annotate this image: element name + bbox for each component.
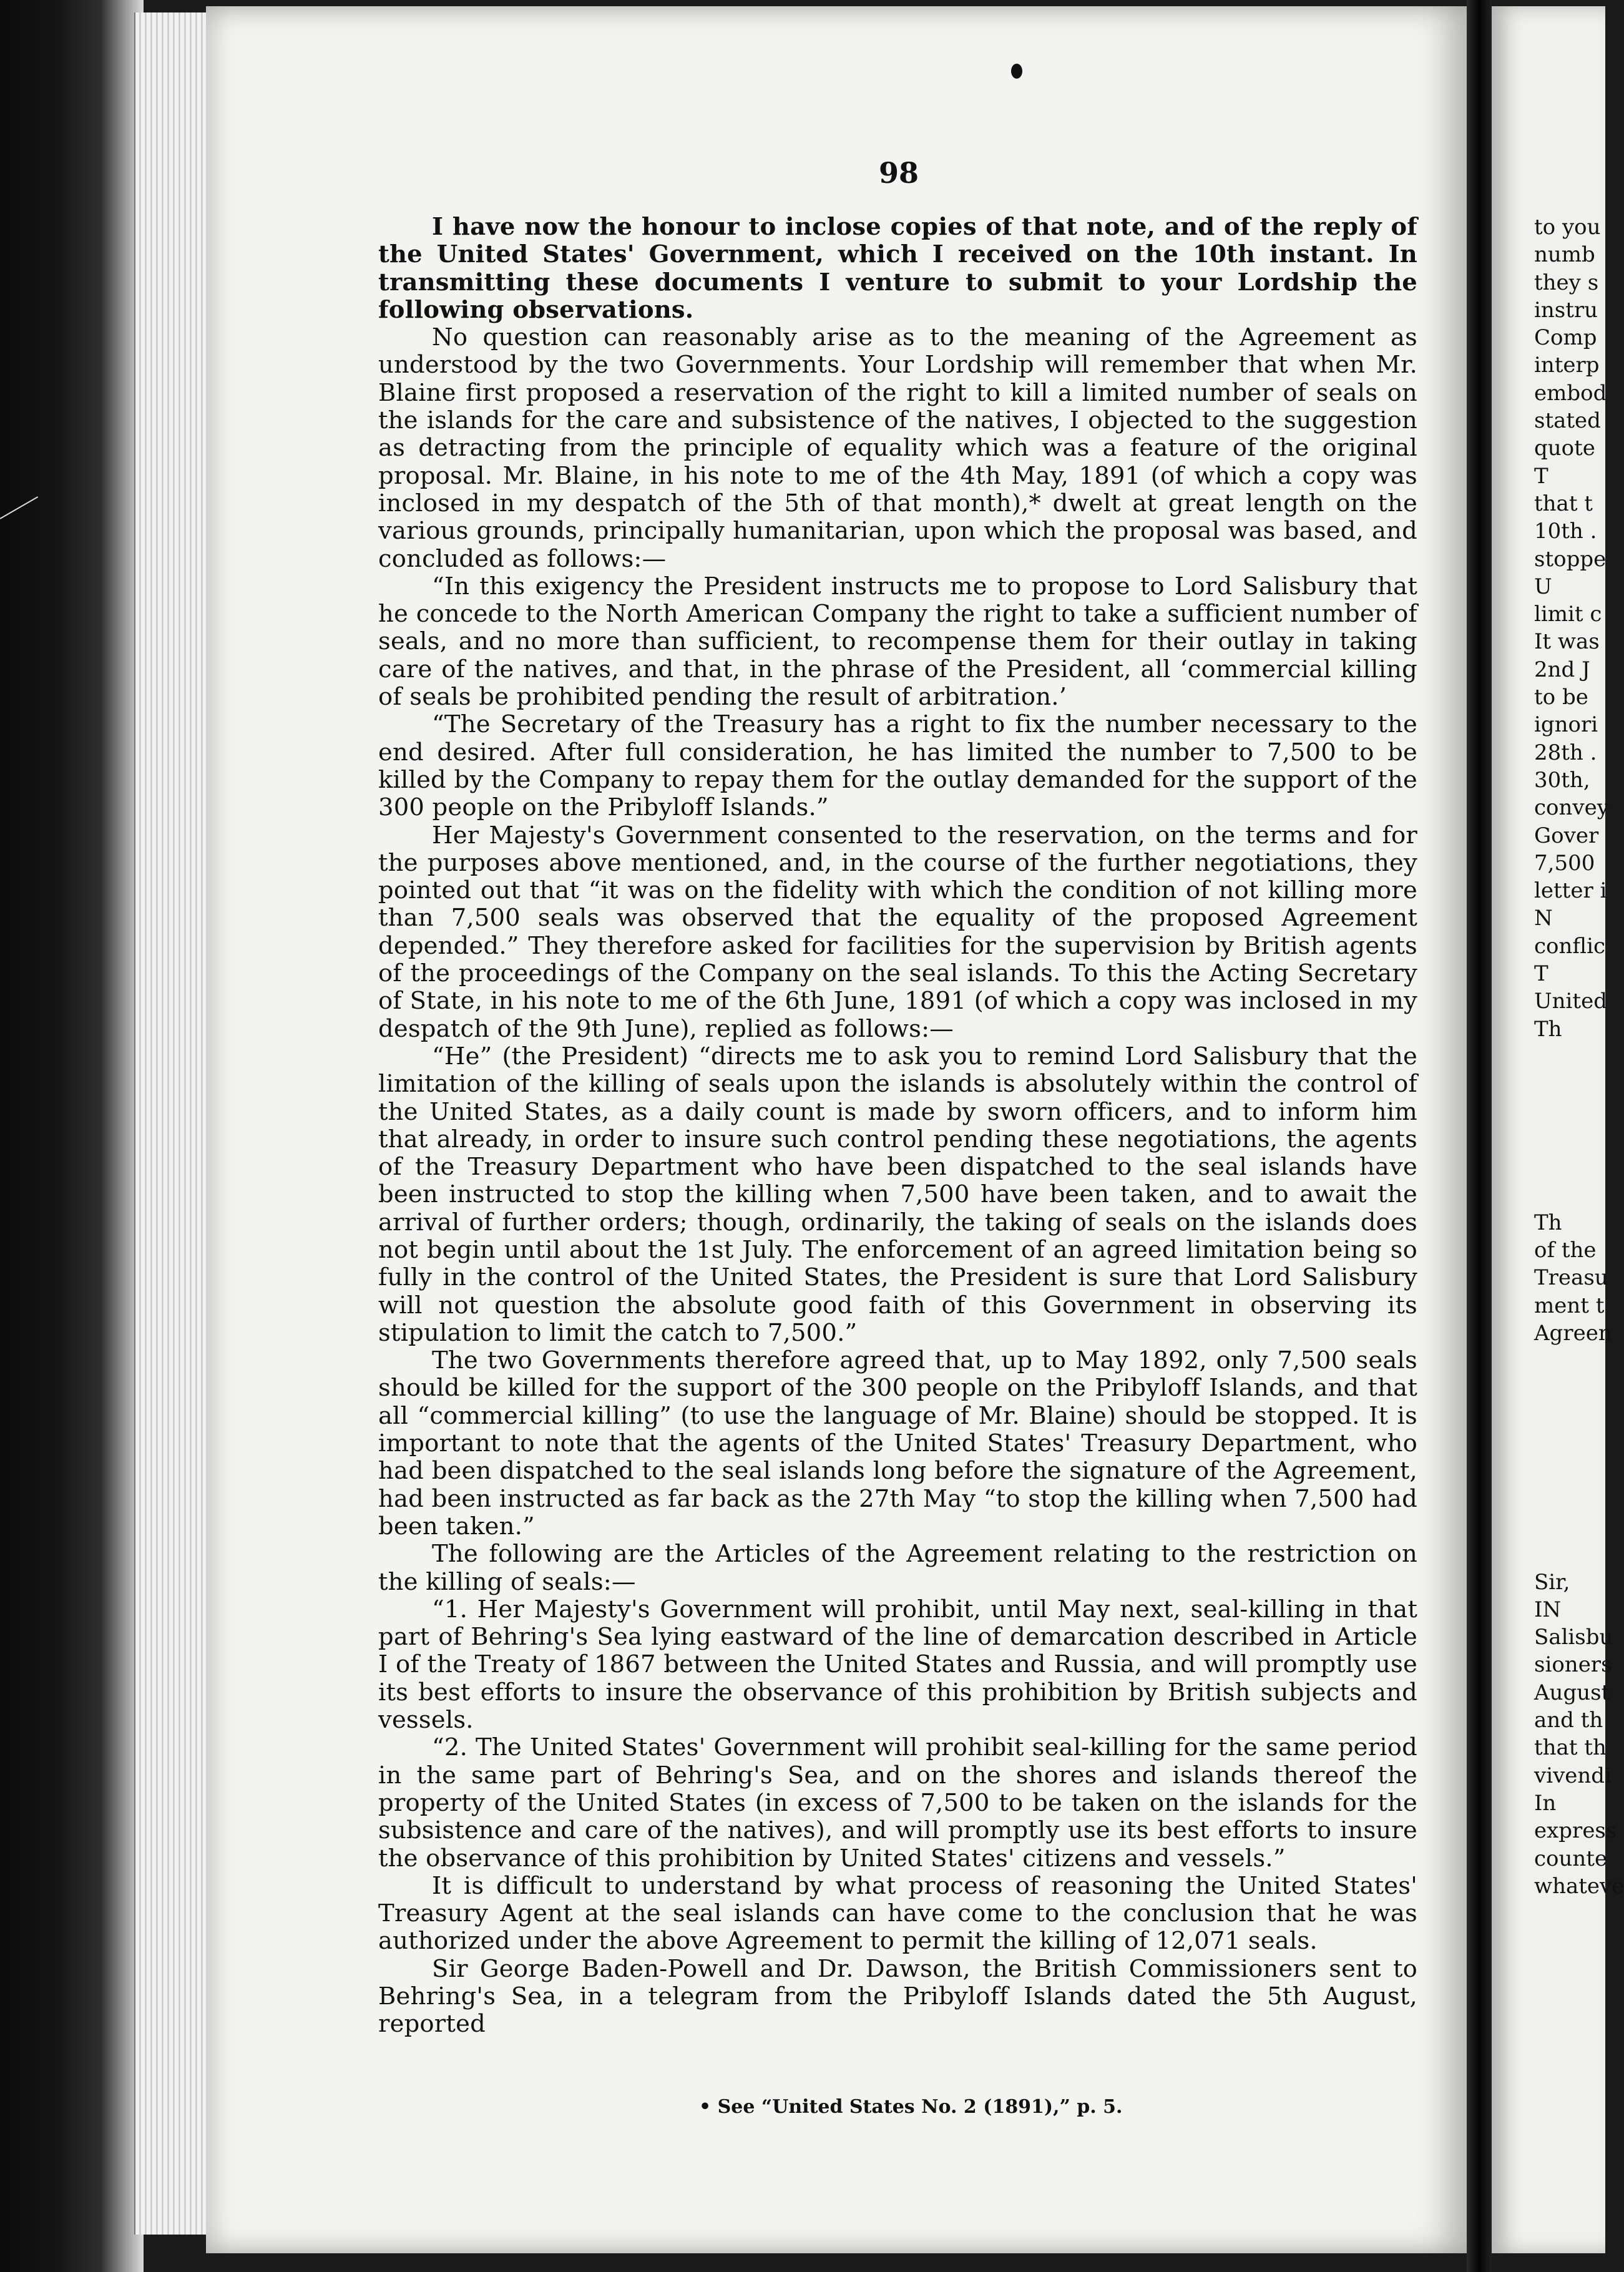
- facing-page-line: [1534, 1043, 1605, 1070]
- paragraph: No question can reasonably arise as to the meaning of the Agreement as understood by the two Governments. Your Lordship will remember that when Mr. Blaine first proposed a reservation of the right to kill a limited number of seals on the islands for the care and subsistence of the natives, I objected to the suggestion as detracting from the principle of equality which was a feature of the original proposal. Mr. Blaine, in his note to me of the 4th May, 1891 (of which a copy was inclosed in my despatch of the 5th of that month),* dwelt at great length on the various grounds, principally humanitarian, upon which the proposal was based, and concluded as follows:—: [378, 323, 1417, 573]
- paragraph-article-1: “1. Her Majesty's Government will prohibit, until May next, seal-killing in that part of Behring's Sea lying eastward of the line of demarcation described in Article I of the Treaty of 1867 between the United States and Russia, and will promptly use its best efforts to insure the observance of this prohibition by British subjects and vessels.: [378, 1595, 1417, 1735]
- facing-page-text: [1534, 213, 1624, 1900]
- facing-page-line: [1534, 1430, 1605, 1457]
- facing-page-line: [1534, 1486, 1605, 1513]
- facing-page-line: that t: [1534, 491, 1593, 516]
- facing-page-line: Comp: [1534, 325, 1597, 351]
- facing-page-line: vivendi: [1534, 1763, 1612, 1788]
- facing-page-line: instru: [1534, 297, 1598, 323]
- facing-page-line: August: [1534, 1680, 1610, 1705]
- facing-page-line: [1534, 1099, 1605, 1126]
- paragraph: The two Governments therefore agreed that, up to May 1892, only 7,500 seals should be killed for the support of the 300 people on the Pribyloff Islands, and that all “commercial killing” (to use the language of Mr. Blaine) should be stopped. It is important to note that the agents of the United States' Treasury Department, who had been dispatched to the seal islands long before the signature of the Agreement, had been instructed as far back as the 27th May “to stop the killing when 7,500 had been taken.”: [378, 1346, 1417, 1540]
- paragraph-quotation: “In this exigency the President instructs me to propose to Lord Salisbury that he concede to the North American Company the right to take a sufficient number of seals, and no more than sufficient, to recompense them for their outlay in taking care of the natives, and that, in the phrase of the President, all ‘commercial killing of seals be prohibited pending the result of arbitration.’: [378, 572, 1417, 712]
- facing-page-line: It was: [1534, 629, 1600, 655]
- facing-page-line: numb: [1534, 242, 1595, 268]
- facing-page-line: to you: [1534, 215, 1601, 240]
- facing-page-line: they s: [1534, 270, 1599, 295]
- paragraph-quotation: “The Secretary of the Treasury has a right to fix the number necessary to the end desired. After full consideration, he has limited the number to 7,500 to be killed by the Company to repay them for the outlay demanded for the support of the 300 people on the Pribyloff Islands.”: [378, 710, 1417, 822]
- facing-page-line: U: [1534, 574, 1552, 599]
- paragraph-article-2: “2. The United States' Government will prohibit seal-killing for the same period in the same part of Behring's Sea, and on the shores and islands thereof the property of the United States (in excess of 7,500 to be taken on the islands for the subsistence and care of the natives), and will promptly use its best efforts to insure the observance of this prohibition by United States' citizens and vessels.”: [378, 1733, 1417, 1873]
- facing-page-line: and th: [1534, 1708, 1603, 1733]
- facing-page-line: sioners: [1534, 1652, 1612, 1678]
- facing-page-line: stated: [1534, 408, 1601, 434]
- facing-page-line: [1534, 1153, 1605, 1181]
- facing-page-line: Th: [1534, 1016, 1562, 1042]
- facing-page-line: that th: [1534, 1735, 1607, 1761]
- facing-page-line: to be: [1534, 685, 1588, 710]
- facing-page-line: [1534, 1070, 1605, 1098]
- facing-page-line: [1534, 1126, 1605, 1153]
- facing-page-line: [1534, 1374, 1605, 1402]
- facing-page-line: Th: [1534, 1210, 1562, 1235]
- facing-page-line: interp: [1534, 353, 1600, 378]
- facing-page-line: Sir,: [1534, 1569, 1570, 1595]
- facing-page-line: Agreen: [1534, 1320, 1612, 1346]
- page-number: 98: [878, 156, 919, 190]
- facing-page-line: 28th .: [1534, 740, 1597, 765]
- paragraph: It is difficult to understand by what process of reasoning the United States' Treasury Agent at the seal islands can have come to the conclusion that he was authorized under the above Agreement to permit the killing of 12,071 seals.: [378, 1871, 1417, 1956]
- facing-page-line: counte: [1534, 1846, 1608, 1871]
- facing-page-line: embod: [1534, 380, 1607, 406]
- facing-page-line: letter i: [1534, 878, 1607, 904]
- facing-page-line: T: [1534, 463, 1548, 489]
- facing-page-line: limit c: [1534, 602, 1602, 627]
- paragraph-opening: I have now the honour to inclose copies of that note, and of the reply of the United States' Government, which I received on the 10th instant. In transmitting these documents I venture to submit to your Lordship the following observations.: [378, 213, 1417, 324]
- facing-page-line: Treasu: [1534, 1265, 1608, 1291]
- facing-page-line: IN: [1534, 1597, 1562, 1622]
- facing-page-line: 2nd J: [1534, 657, 1590, 682]
- facing-page-line: stoppe: [1534, 546, 1607, 572]
- facing-page-line: Salisbu: [1534, 1625, 1613, 1650]
- facing-page-line: ignori: [1534, 712, 1598, 738]
- paragraph-closing: Sir George Baden-Powell and Dr. Dawson, the British Commissioners sent to Behring's Sea, in a telegram from the Pribyloff Islands dated the 5th August, reported: [378, 1954, 1417, 2039]
- facing-page-line: conflic: [1534, 933, 1606, 959]
- facing-page-line: [1534, 1513, 1605, 1540]
- facing-page-line: N: [1534, 906, 1553, 931]
- facing-page-line: express: [1534, 1818, 1617, 1844]
- facing-page-line: [1534, 1457, 1605, 1485]
- facing-page-line: 7,500: [1534, 850, 1595, 876]
- facing-page-line: Gover: [1534, 823, 1599, 848]
- footnote: • See “United States No. 2 (1891),” p. 5.: [699, 2096, 1123, 2118]
- page-body-text: [378, 213, 1417, 2039]
- ink-speck-mark: [1011, 64, 1022, 79]
- facing-page-line: 30th,: [1534, 767, 1590, 793]
- facing-page-line: convey: [1534, 795, 1609, 821]
- page-edges-stack: [134, 12, 210, 2235]
- scan-dark-margin: [0, 0, 144, 2272]
- facing-page-line: whateve: [1534, 1873, 1624, 1899]
- facing-page-line: ment t: [1534, 1293, 1605, 1318]
- facing-page-line: [1534, 1540, 1605, 1568]
- book-gutter: [1467, 0, 1492, 2272]
- paragraph: The following are the Articles of the Agreement relating to the restriction on the killing of seals:—: [378, 1540, 1417, 1596]
- facing-page-line: In: [1534, 1790, 1557, 1816]
- paragraph: Her Majesty's Government consented to the reservation, on the terms and for the purposes above mentioned, and, in the course of the further negotiations, they pointed out that “it was on the fidelity with which the condition of not killing more than 7,500 seals was observed that the equality of the proposed Agreement depended.” They therefore asked for facilities for the supervision by British agents of the proceedings of the Company on the seal islands. To this the Acting Secretary of State, in his note to me of the 6th June, 1891 (of which a copy was inclosed in my despatch of the 9th June), replied as follows:—: [378, 821, 1417, 1043]
- facing-page-line: 10th .: [1534, 519, 1597, 544]
- facing-page-line: [1534, 1347, 1605, 1374]
- facing-page-line: [1534, 1403, 1605, 1430]
- facing-page-line: [1534, 1181, 1605, 1208]
- facing-page-line: quote: [1534, 436, 1595, 461]
- facing-page-line: United: [1534, 989, 1607, 1014]
- paragraph-quotation: “He” (the President) “directs me to ask you to remind Lord Salisbury that the limitation of the killing of seals upon the islands is absolutely within the control of the United States, as a daily count is made by sworn officers, and to inform him that already, in order to insure such control pending these negotiations, the agents of the Treasury Department who have been dispatched to the seal islands have been instructed to stop the killing when 7,500 have been taken, and to await the arrival of further orders; though, ordinarily, the taking of seals on the islands does not begin until about the 1st July. The enforcement of an agreed limitation being so fully in the control of the United States, the President is sure that Lord Salisbury will not question the absolute good faith of this Government in observing its stipulation to limit the catch to 7,500.”: [378, 1042, 1417, 1347]
- facing-page-line: of the: [1534, 1237, 1597, 1263]
- facing-page-line: T: [1534, 961, 1548, 987]
